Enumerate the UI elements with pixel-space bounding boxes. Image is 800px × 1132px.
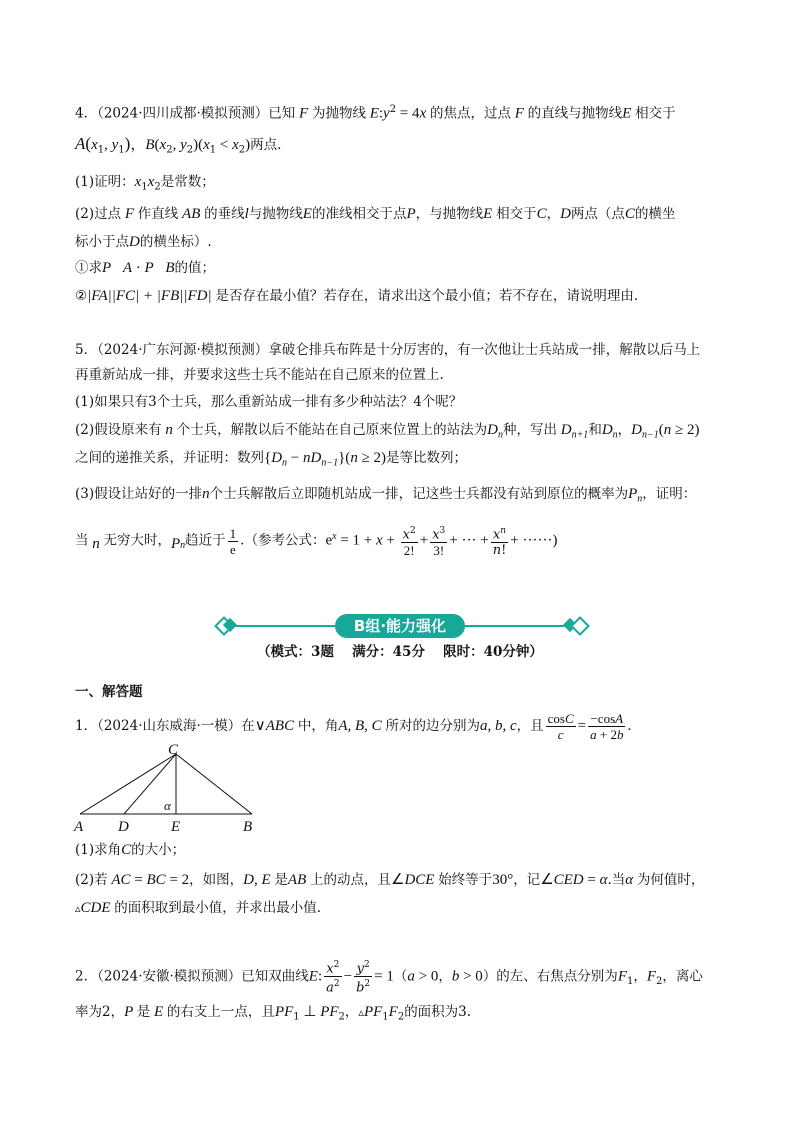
- triangle-figure: [70, 740, 270, 835]
- p5-line-1: 5．（2024·广东河源·模拟预测）拿破仑排兵布阵是十分厉害的，有一次他让士兵站成一排，解散以后马上: [75, 342, 701, 358]
- label-c: C: [168, 742, 179, 758]
- b1-question-2-cont: ▵CDE 的面积取到最小值，并求出最小值.: [75, 900, 322, 916]
- p4-line-1: 4．（2024·四川成都·模拟预测）已知 F 为抛物线 $E:y^2 = 4x$ 的焦点，过点 F 的直线与抛物线E 相交于: [75, 104, 676, 122]
- banner-rule-right: [465, 625, 565, 627]
- banner-title: B组·能力强化: [335, 614, 465, 638]
- label-a: A: [74, 819, 84, 835]
- label-alpha: α: [164, 798, 171, 813]
- section-meta: （模式：3题 满分：45分 限时：40分钟）: [257, 644, 543, 660]
- p4-question-2-part-2: ②|FA||FC| + |FB||FD| 是否存在最小值？若存在，请求出这个最小值；若不存在，请说明理由.: [75, 288, 639, 304]
- diamond-icon: [570, 616, 590, 636]
- p4-line-2: $A(x_1$, $y_1$)，$B(x_2$, $y_2)(x_1 < x_2)$两点.: [75, 134, 282, 156]
- p5-line-2: 再重新站成一排，并要求这些士兵不能站在自己原来的位置上.: [75, 367, 444, 383]
- section-banner: [215, 614, 585, 638]
- p4-question-1: (1)证明：$x_1x_2$是常数；: [75, 174, 215, 193]
- label-b: B: [243, 819, 253, 835]
- b1-line-1: 1．（2024·山东威海·一模）在∨ABC 中，角A, B, C 所对的边分别为a, b, c，且 $\frac{\cos C}{c}$ = $\frac{-\cos A}{a + 2b}$ .: [75, 711, 632, 742]
- label-d: D: [118, 819, 129, 835]
- b2-line-1: 2．（2024·安徽·模拟预测）已知双曲线E: $\frac{x^2}{a^2}$ − $\frac{y^2}{b^2}$ = 1（a > 0，b > 0）的左、右焦点分别为$F_1$，$F_2$，离心: [75, 960, 703, 996]
- b1-question-2: (2)若 AC = BC = 2，如图，D, E 是AB 上的动点，且∠DCE 始终等于30°，记∠CED = α.当α 为何值时，: [75, 872, 705, 888]
- segment-ac: [80, 754, 176, 814]
- label-e: E: [171, 819, 181, 835]
- banner-rule-left: [235, 625, 335, 627]
- b2-line-2: 率为2，P 是 E 的右支上一点，且$PF_1$ ⊥ $PF_2$，$▵PF_1F_2$的面积为3.: [75, 1004, 472, 1023]
- p5-question-3: (3)假设让站好的一排n个士兵解散后立即随机站成一排，记这些士兵都没有站到原位的概率为$P_n$，证明：: [75, 486, 697, 505]
- p4-question-2-cont: 标小于点D的横坐标）.: [75, 234, 212, 250]
- p4-question-2-part-1: ①求P⃗A · P⃗B的值；: [75, 260, 215, 276]
- p5-question-1: (1)如果只有3个士兵，那么重新站成一排有多少种站法？4个呢？: [75, 394, 463, 410]
- p5-question-2-cont: 之间的递推关系，并证明：数列$\{D_n - nD_{n-1}\}(n \ge 2)$是等比数列；: [75, 450, 468, 469]
- section-title: 一、解答题: [75, 684, 143, 700]
- p5-question-3-cont: 当 n 无穷大时，$P_n$趋近于 $\frac{1}{e}$ .（参考公式：$e^x = 1 + x$ + $\frac{x^2}{2!}$ + $\frac{x^3}{3!}$ + ··· + $\frac{x^n}{n!}$ + ······): [75, 525, 558, 559]
- segment-bc: [176, 754, 252, 814]
- p4-question-2: (2)过点 F 作直线 AB 的垂线l与抛物线E的准线相交于点P，与抛物线E 相交于C，D两点（点C的横坐: [75, 206, 676, 222]
- b1-question-1: (1)求角C的大小；: [75, 842, 186, 858]
- p5-question-2: (2)假设原来有 n 个士兵，解散以后不能站在自己原来位置上的站法为$D_n$种，写出 $D_{n+1}$和$D_n$，$D_{n-1}(n \ge 2)$: [75, 422, 700, 441]
